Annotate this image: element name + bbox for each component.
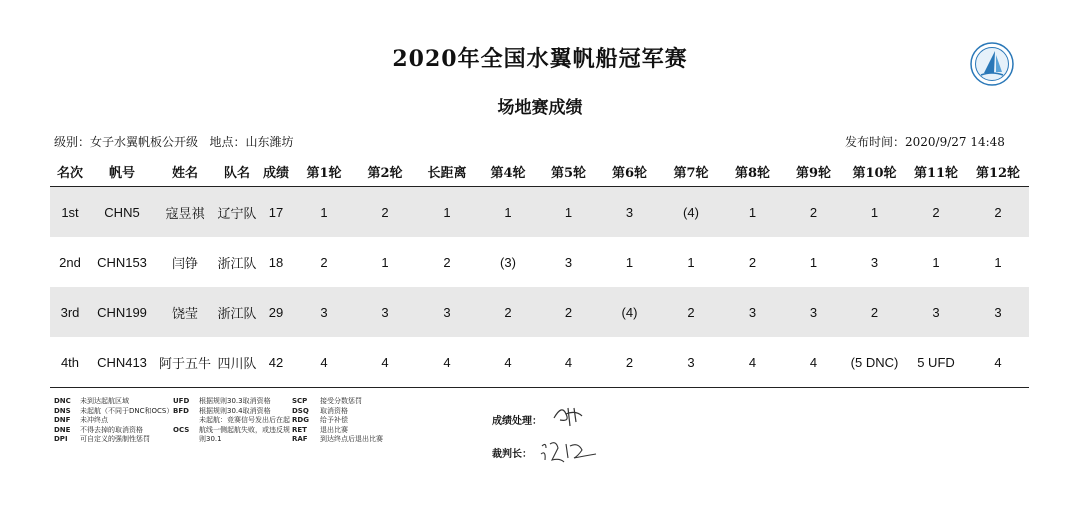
race-score-cell: 4 (538, 337, 599, 388)
legend-code: SCP (292, 397, 308, 405)
race-score-cell: 1 (416, 187, 478, 238)
legend-item (54, 426, 173, 436)
race-score-cell: 1 (844, 187, 905, 238)
legend-item (173, 416, 290, 426)
table-header-row (50, 156, 1029, 187)
column-header: 第9轮 (783, 156, 844, 187)
table-row (50, 287, 1029, 337)
race-score-cell: 4 (722, 337, 783, 388)
sail-number-cell: CHN5 (90, 187, 154, 238)
total-score-cell: 42 (258, 337, 294, 388)
legend-item (173, 407, 290, 417)
legend-code: RAF (292, 435, 308, 444)
rank-cell: 4th (50, 337, 90, 388)
rank-cell: 1st (50, 187, 90, 238)
race-score-cell: 1 (687, 254, 695, 270)
column-header: 第2轮 (354, 156, 416, 187)
page-title: 2020年全国水翼帆船冠军赛 (392, 46, 688, 72)
team-cell: 辽宁队 (216, 187, 258, 238)
race-score-cell: 5 UFD (905, 337, 967, 388)
column-header: 第10轮 (844, 156, 905, 187)
column-header: 队名 (216, 156, 258, 187)
race-score-cell: 2 (478, 287, 538, 337)
processing-signature-icon (548, 400, 588, 430)
race-score-cell: 1 (478, 187, 538, 238)
table-row (50, 337, 1029, 388)
legend-description: 接受分数惩罚 (320, 397, 362, 405)
column-header: 第11轮 (905, 156, 967, 187)
team-cell: 四川队 (216, 337, 258, 388)
race-score-cell: 2 (538, 287, 599, 337)
race-score-cell: 2 (905, 187, 967, 238)
race-score-cell: 3 (354, 287, 416, 337)
legend-description: 航线一侧起航失败，或违反规 (199, 425, 290, 434)
race-score-cell: 1 (381, 254, 389, 270)
total-score-cell: 17 (258, 187, 294, 238)
race-score-cell: 3 (294, 287, 354, 337)
legend-item (173, 397, 290, 407)
class-level: 级别：女子水翼帆板公开级 (54, 135, 199, 149)
race-score-cell: 1 (809, 254, 818, 270)
total-score-cell: 18 (268, 254, 284, 270)
sail-number-cell: CHN199 (90, 287, 154, 337)
legend-description: 未冲终点 (80, 416, 108, 425)
legend-item (292, 435, 383, 445)
rank-cell: 3rd (50, 287, 90, 337)
column-header: 第8轮 (722, 156, 783, 187)
column-header: 第12轮 (967, 156, 1029, 187)
race-score-cell: 3 (783, 287, 844, 337)
legend-code: UFD (173, 397, 190, 405)
legend-description: 未起航（不同于DNC和OCS） (80, 406, 174, 415)
legend-item (292, 407, 383, 417)
legend-description: 未起航：竞赛信号发出后在起 (199, 416, 290, 425)
legend-description: 则30.1 (199, 435, 222, 444)
legend-code: OCS (173, 425, 190, 434)
legend-item (54, 435, 173, 445)
race-score-cell: 4 (783, 337, 844, 388)
race-score-cell: 1 (294, 187, 354, 238)
event-info (54, 133, 293, 150)
legend-column-3 (292, 397, 383, 445)
race-score-cell: 2 (967, 187, 1029, 238)
legend-item (54, 416, 173, 426)
legend-code: DNS (54, 406, 71, 415)
race-score-cell: 4 (967, 337, 1029, 388)
team-cell: 浙江队 (216, 287, 258, 337)
sail-number-cell: CHN413 (90, 337, 154, 388)
race-score-cell: 2 (783, 187, 844, 238)
race-score-cell: 1 (722, 187, 783, 238)
race-score-cell: (4) (599, 287, 660, 337)
legend-code: DSQ (292, 406, 309, 415)
legend-description: 根据规则30.4取消资格 (199, 406, 271, 415)
race-score-cell: 3 (564, 254, 573, 270)
athlete-name-cell: 饶莹 (154, 287, 216, 337)
referee-signature-icon (538, 436, 600, 466)
race-score-cell: 3 (722, 287, 783, 337)
race-score-cell: 1 (625, 254, 634, 270)
page-subtitle: 场地赛成绩 (497, 98, 583, 118)
legend-column-2 (173, 397, 290, 445)
race-score-cell: 3 (905, 287, 967, 337)
race-score-cell: 2 (354, 187, 416, 238)
legend-code: DNE (54, 425, 71, 434)
results-table (50, 156, 1029, 388)
race-score-cell: 4 (354, 337, 416, 388)
legend-description: 未到达起航区域 (80, 397, 129, 405)
publish-time: 发布时间：2020/9/27 14:48 (845, 135, 1005, 149)
race-score-cell: 2 (599, 337, 660, 388)
table-row (50, 237, 1029, 287)
legend-description: 给予补偿 (320, 416, 348, 425)
legend-item (292, 397, 383, 407)
referee-signature-label: 裁判长： (492, 449, 532, 460)
race-score-cell: 1 (538, 187, 599, 238)
venue-location: 地点：山东潍坊 (209, 135, 294, 149)
legend-code: DPI (54, 435, 68, 444)
legend-description: 取消资格 (320, 406, 348, 415)
sail-number-cell: CHN153 (97, 254, 147, 270)
column-header: 长距离 (416, 156, 478, 187)
race-score-cell: 3 (967, 287, 1029, 337)
race-score-cell: (5 DNC) (844, 337, 905, 388)
rank-cell: 2nd (59, 254, 81, 270)
race-score-cell: 3 (660, 337, 722, 388)
column-header: 第5轮 (538, 156, 599, 187)
race-score-cell: 4 (294, 337, 354, 388)
race-score-cell: 1 (994, 254, 1002, 270)
column-header: 第1轮 (294, 156, 354, 187)
legend-code: BFD (173, 406, 189, 415)
race-score-cell: 3 (599, 187, 660, 238)
race-score-cell: 2 (443, 254, 451, 270)
team-cell: 浙江队 (217, 256, 257, 272)
association-logo-icon (970, 42, 1014, 86)
legend-item (173, 435, 290, 445)
table-row (50, 187, 1029, 238)
column-header: 成绩 (258, 156, 294, 187)
legend-item (173, 426, 290, 436)
race-score-cell: 2 (660, 287, 722, 337)
athlete-name-cell: 阿于五牛 (154, 337, 216, 388)
race-score-cell: 1 (932, 254, 940, 270)
column-header: 名次 (50, 156, 90, 187)
legend-description: 根据规则30.3取消资格 (199, 397, 271, 405)
legend-description: 到达终点后退出比赛 (320, 435, 383, 444)
legend-code: RET (292, 425, 307, 434)
column-header: 姓名 (154, 156, 216, 187)
race-score-cell: 4 (416, 337, 478, 388)
race-score-cell: 4 (478, 337, 538, 388)
race-score-cell: 3 (870, 254, 879, 270)
column-header: 第4轮 (478, 156, 538, 187)
legend-description: 退出比赛 (320, 425, 348, 434)
legend-code: RDG (292, 416, 309, 425)
race-score-cell: 3 (416, 287, 478, 337)
legend-description: 可自定义的强制性惩罚 (80, 435, 150, 444)
column-header: 帆号 (90, 156, 154, 187)
processing-signature-label: 成绩处理： (492, 416, 542, 427)
legend-item (292, 426, 383, 436)
column-header: 第7轮 (660, 156, 722, 187)
race-score-cell: (4) (660, 187, 722, 238)
legend-description: 不得去掉的取消资格 (80, 425, 143, 434)
total-score-cell: 29 (258, 287, 294, 337)
athlete-name-cell: 闫铮 (171, 256, 198, 272)
race-score-cell: 2 (320, 254, 328, 270)
legend-item (54, 397, 173, 407)
legend-column-1 (54, 397, 173, 445)
race-score-cell: 2 (748, 254, 757, 270)
column-header: 第6轮 (599, 156, 660, 187)
legend-code: DNF (54, 416, 71, 425)
race-score-cell: (3) (500, 254, 516, 270)
legend-code: DNC (54, 397, 71, 405)
athlete-name-cell: 寇昱祺 (154, 187, 216, 238)
race-score-cell: 2 (844, 287, 905, 337)
legend-item (292, 416, 383, 426)
legend-item (54, 407, 173, 417)
